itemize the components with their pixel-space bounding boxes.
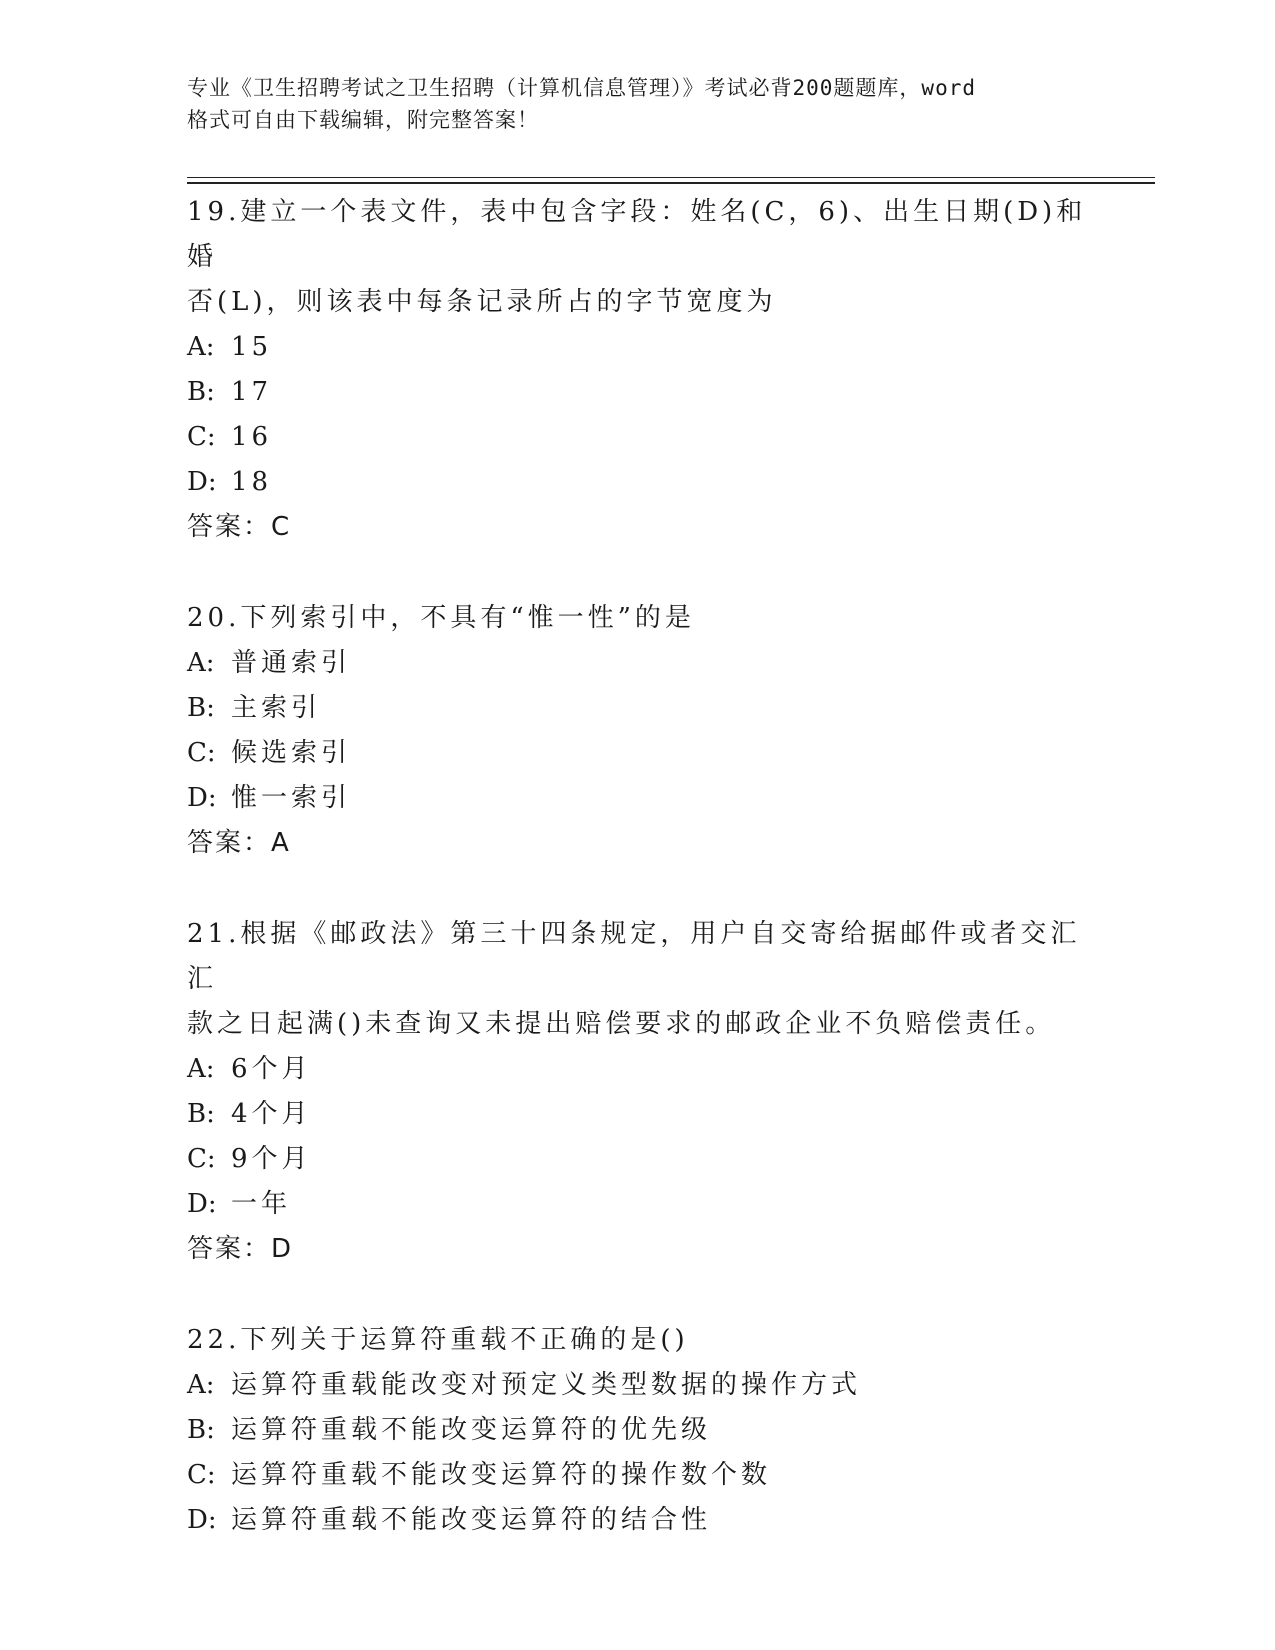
- option-text: 15: [231, 332, 273, 362]
- option-text: 4个月: [231, 1099, 312, 1129]
- option-c: [187, 731, 1087, 776]
- option-text: 运算符重载不能改变运算符的结合性: [231, 1505, 712, 1535]
- option-key: B:: [187, 377, 215, 407]
- option-text: 18: [231, 467, 273, 497]
- option-key: C:: [187, 422, 216, 452]
- option-b: [187, 1092, 1087, 1137]
- option-key: D:: [187, 783, 217, 813]
- question-stem-line-2: 否(L)，则该表中每条记录所占的字节宽度为: [187, 287, 777, 317]
- question-stem-line-2: 款之日起满()未查询又未提出赔偿要求的邮政企业不负赔偿责任。: [187, 1009, 1056, 1039]
- question-19: [187, 190, 1087, 550]
- option-text: 16: [231, 422, 273, 452]
- question-stem-line-1: 20.下列索引中，不具有“惟一性”的是: [187, 603, 695, 633]
- option-key: C:: [187, 738, 216, 768]
- option-b: [187, 686, 1087, 731]
- option-key: A:: [187, 1370, 215, 1400]
- question-list: [187, 190, 1087, 1589]
- option-key: B:: [187, 693, 215, 723]
- option-c: [187, 1137, 1087, 1182]
- option-key: A:: [187, 648, 215, 678]
- option-d: [187, 1498, 1087, 1543]
- answer-line: 答案：C: [187, 512, 292, 542]
- header-line-1: 专业《卫生招聘考试之卫生招聘（计算机信息管理）》考试必背200题题库，word: [187, 76, 976, 100]
- header-line-2: 格式可自由下载编辑，附完整答案！: [187, 108, 539, 132]
- option-b: [187, 1408, 1087, 1453]
- option-text: 运算符重载能改变对预定义类型数据的操作方式: [231, 1370, 862, 1400]
- option-key: B:: [187, 1099, 215, 1129]
- question-21: [187, 912, 1087, 1272]
- option-a: [187, 1363, 1087, 1408]
- option-a: [187, 641, 1087, 686]
- option-text: 惟一索引: [231, 783, 352, 813]
- option-text: 运算符重载不能改变运算符的优先级: [231, 1415, 712, 1445]
- option-text: 主索引: [231, 693, 322, 723]
- option-text: 候选索引: [231, 738, 352, 768]
- option-key: D:: [187, 1189, 217, 1219]
- option-key: A:: [187, 1054, 215, 1084]
- question-stem-line-1: 21.根据《邮政法》第三十四条规定，用户自交寄给据邮件或者交汇汇: [187, 919, 1081, 994]
- option-key: C:: [187, 1144, 216, 1174]
- header-divider-thick: [187, 182, 1155, 184]
- option-c: [187, 415, 1087, 460]
- option-text: 普通索引: [231, 648, 352, 678]
- option-key: B:: [187, 1415, 215, 1445]
- option-d: [187, 1182, 1087, 1227]
- option-key: A:: [187, 332, 215, 362]
- option-text: 9个月: [231, 1144, 312, 1174]
- answer-line: 答案：D: [187, 1234, 294, 1264]
- option-key: D:: [187, 1505, 217, 1535]
- option-key: D:: [187, 467, 217, 497]
- option-d: [187, 460, 1087, 505]
- option-key: C:: [187, 1460, 216, 1490]
- option-text: 6个月: [231, 1054, 312, 1084]
- option-c: [187, 1453, 1087, 1498]
- answer-line: 答案：A: [187, 828, 291, 858]
- option-a: [187, 1047, 1087, 1092]
- option-text: 17: [231, 377, 273, 407]
- option-b: [187, 370, 1087, 415]
- option-a: [187, 325, 1087, 370]
- question-22: [187, 1318, 1087, 1543]
- question-stem-line-1: 22.下列关于运算符重载不正确的是(): [187, 1325, 689, 1355]
- question-20: [187, 596, 1087, 866]
- header-divider-thin: [187, 177, 1155, 178]
- option-text: 一年: [231, 1189, 292, 1219]
- option-text: 运算符重载不能改变运算符的操作数个数: [231, 1460, 772, 1490]
- document-header: [187, 72, 1087, 136]
- question-stem-line-1: 19.建立一个表文件，表中包含字段：姓名(C，6)、出生日期(D)和婚: [187, 197, 1087, 272]
- option-d: [187, 776, 1087, 821]
